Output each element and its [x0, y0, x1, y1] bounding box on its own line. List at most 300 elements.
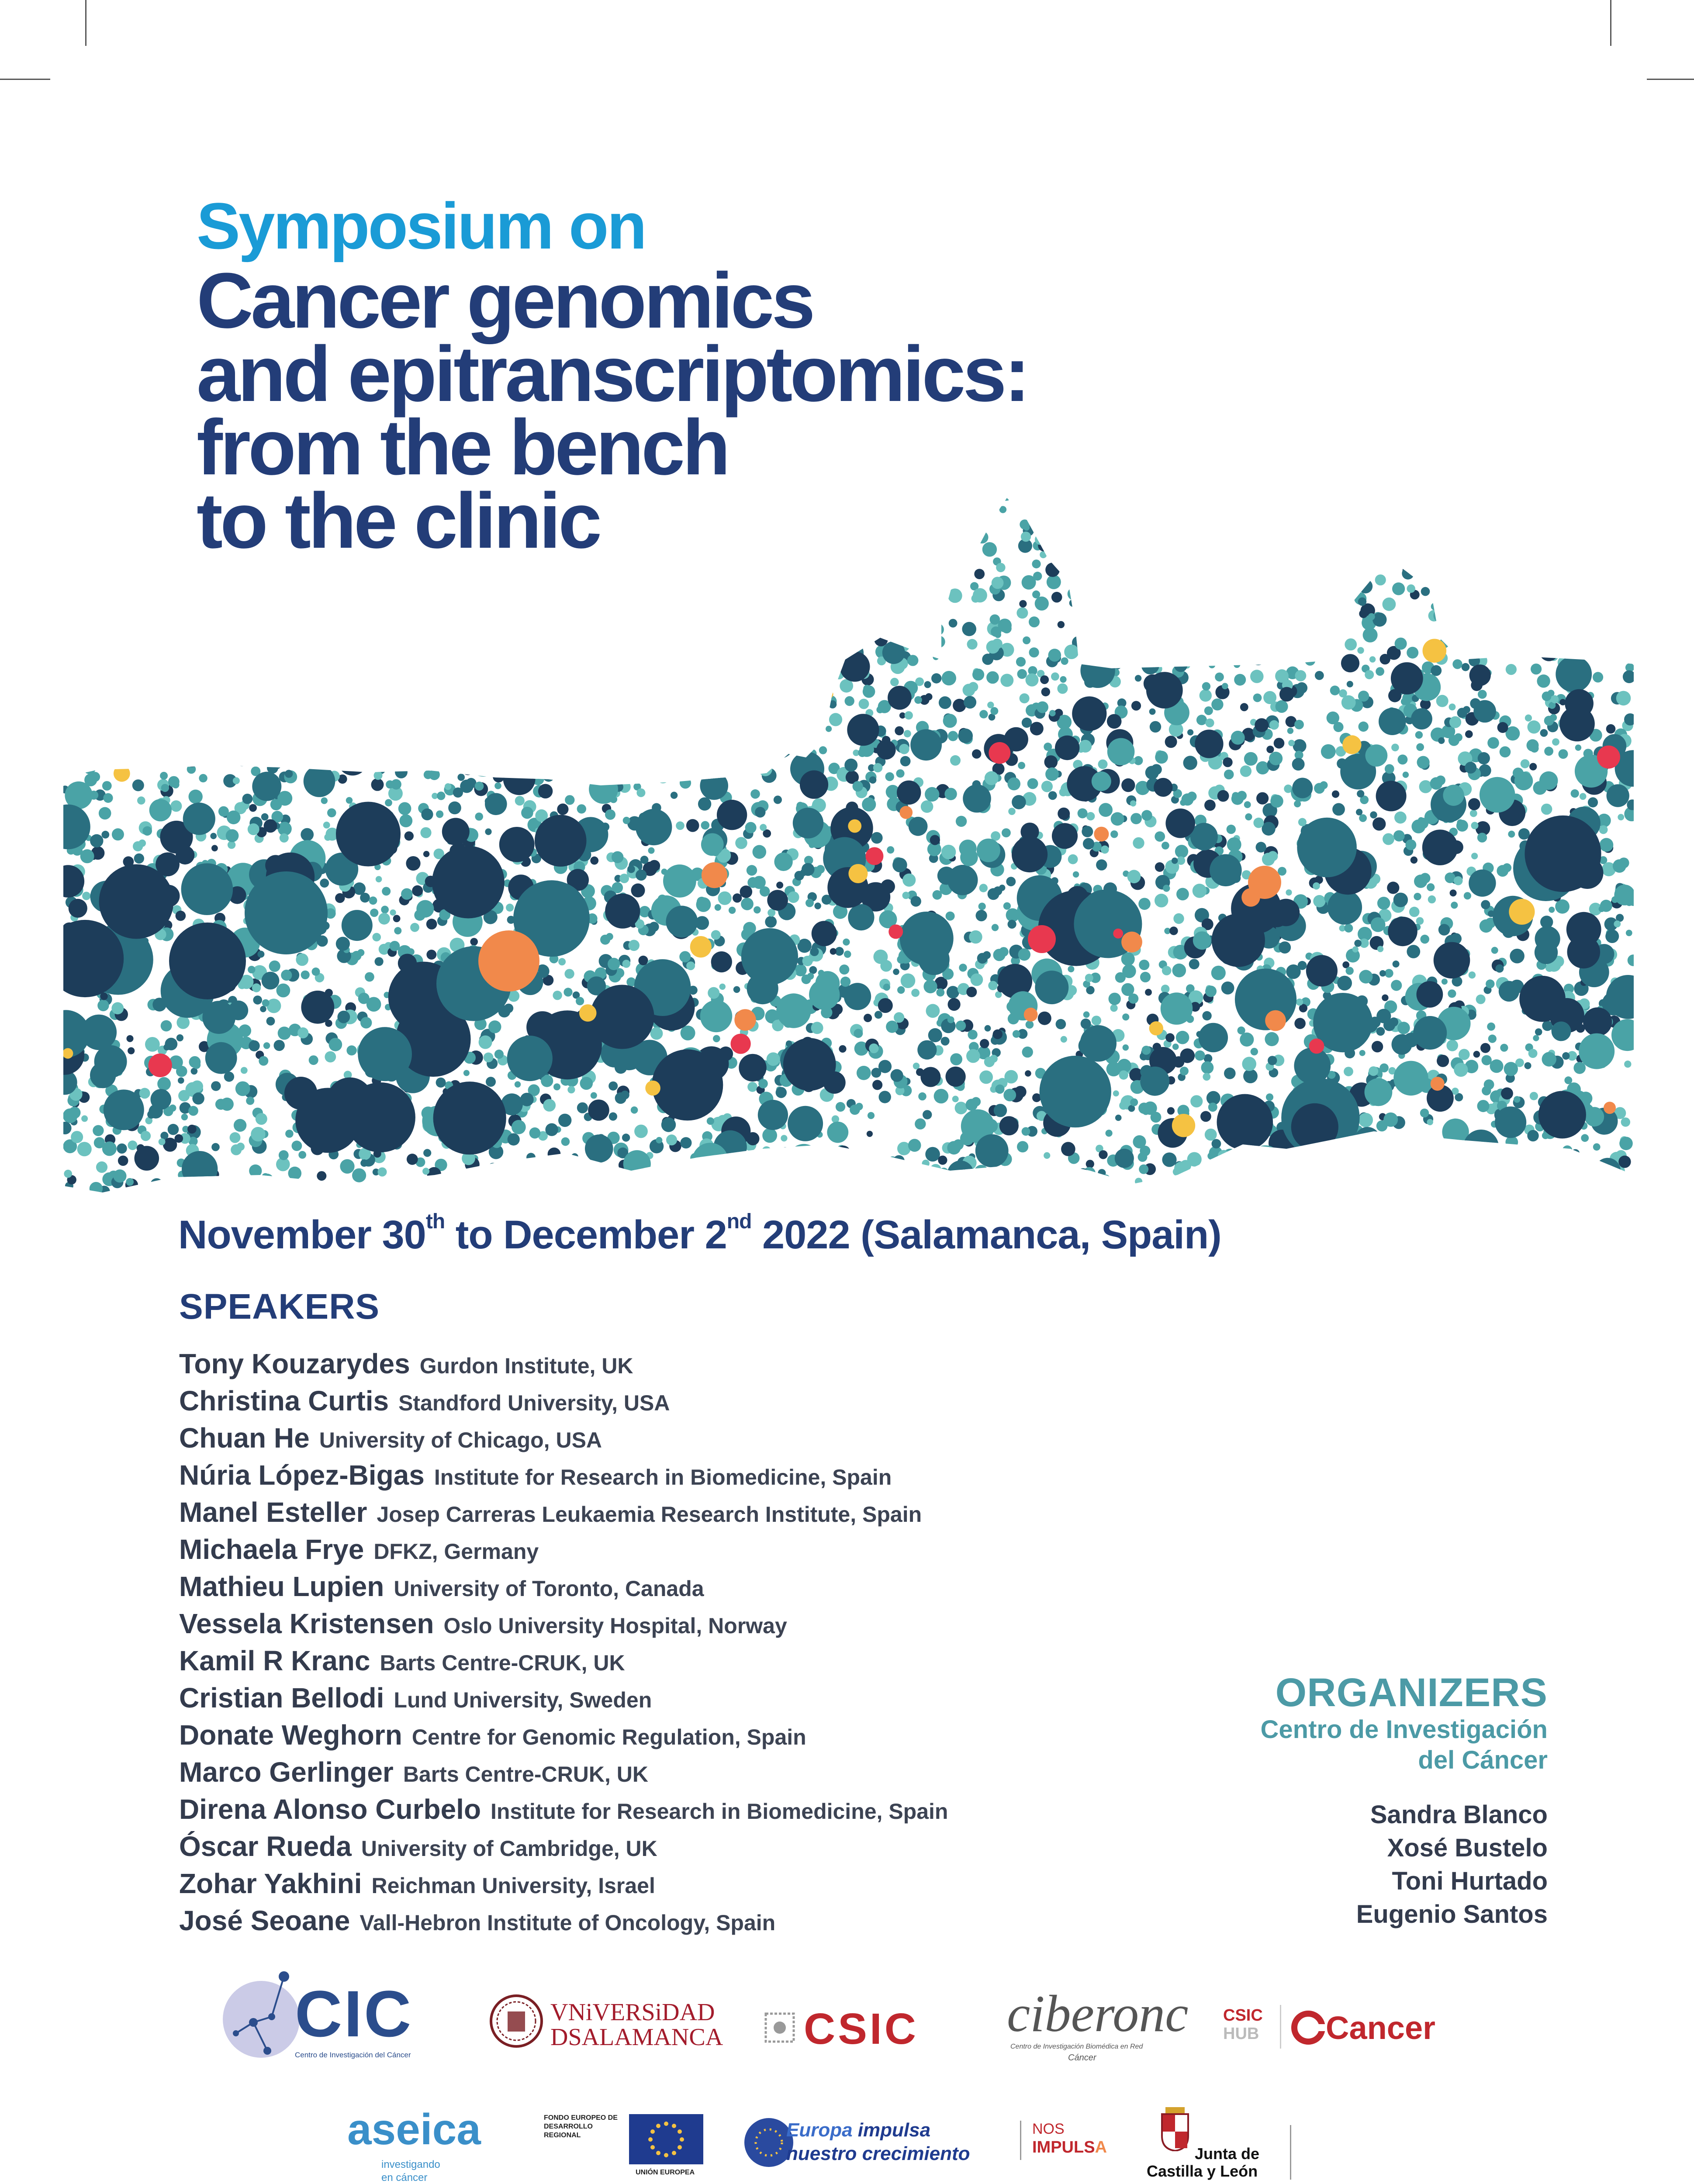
skyline-dot	[1493, 531, 1507, 546]
skyline-dot	[390, 643, 398, 652]
speaker-name: Chuan He	[179, 1422, 310, 1454]
skyline-dot	[1491, 947, 1498, 954]
skyline-dot	[1029, 1181, 1039, 1191]
skyline-dot	[262, 590, 276, 604]
skyline-dot	[1041, 1190, 1051, 1200]
skyline-dot	[882, 563, 895, 576]
skyline-dot	[203, 543, 209, 550]
skyline-dot	[515, 796, 525, 805]
skyline-dot	[639, 639, 653, 653]
speaker-item	[179, 1420, 948, 1457]
skyline-dot	[1449, 1157, 1463, 1171]
skyline-dot	[1240, 703, 1248, 712]
skyline-dot	[922, 1160, 930, 1167]
skyline-dot	[738, 501, 745, 508]
skyline-dot	[1288, 740, 1295, 746]
skyline-dot	[145, 615, 156, 626]
skyline-dot	[90, 834, 103, 847]
skyline-dot	[665, 682, 678, 695]
skyline-dot	[975, 1134, 1009, 1168]
skyline-dot	[1543, 561, 1557, 575]
skyline-dot	[755, 807, 765, 817]
skyline-dot	[1211, 698, 1223, 710]
skyline-dot	[538, 1181, 546, 1189]
ciberonc-subtitle: Centro de Investigación Biomédica en Red	[1010, 2043, 1143, 2050]
skyline-dot	[650, 1027, 663, 1040]
skyline-dot	[136, 499, 148, 510]
skyline-dot	[686, 819, 699, 832]
skyline-dot	[1044, 743, 1052, 751]
skyline-dot	[1133, 1135, 1146, 1148]
cic-logo-subtitle: Centro de Investigación del Cáncer	[295, 2051, 411, 2059]
skyline-dot	[1436, 695, 1449, 707]
skyline-dot	[1196, 715, 1207, 725]
skyline-dot	[1452, 567, 1464, 579]
skyline-dot	[1308, 1182, 1314, 1188]
skyline-dot	[279, 1150, 289, 1160]
skyline-dot	[126, 644, 134, 652]
skyline-dot	[593, 564, 605, 577]
skyline-dot	[317, 650, 332, 665]
skyline-dot	[71, 1131, 83, 1143]
skyline-dot	[1288, 504, 1296, 512]
skyline-dot	[952, 531, 959, 539]
skyline-dot	[1127, 870, 1141, 883]
skyline-dot	[215, 1099, 226, 1110]
skyline-dot	[738, 607, 753, 622]
skyline-dot	[1563, 1145, 1573, 1155]
skyline-dot	[837, 518, 843, 525]
skyline-dot	[1372, 1041, 1383, 1052]
skyline-dot	[1081, 890, 1126, 935]
skyline-dot	[111, 1194, 117, 1200]
skyline-dot	[251, 1176, 259, 1184]
skyline-dot	[1361, 540, 1367, 546]
skyline-dot	[1302, 587, 1308, 593]
skyline-dot	[107, 651, 142, 685]
skyline-dot	[1265, 1032, 1279, 1046]
skyline-dot	[629, 654, 639, 663]
skyline-dot	[512, 1120, 526, 1134]
skyline-dot	[522, 1197, 529, 1202]
skyline-dot	[252, 729, 264, 740]
skyline-dot	[63, 519, 71, 529]
skyline-dot	[69, 1107, 80, 1119]
skyline-dot	[128, 1140, 137, 1150]
skyline-dot	[1377, 1133, 1389, 1144]
skyline-dot	[1269, 752, 1283, 765]
skyline-dot	[688, 657, 701, 670]
skyline-dot	[529, 562, 536, 569]
skyline-dot	[505, 575, 517, 587]
skyline-dot	[1468, 798, 1480, 810]
skyline-dot	[1037, 702, 1048, 713]
skyline-dot	[638, 956, 648, 965]
skyline-dot	[1532, 502, 1543, 513]
skyline-dot	[646, 618, 653, 625]
skyline-dot	[692, 643, 702, 653]
skyline-dot	[1522, 1194, 1535, 1202]
skyline-dot	[1003, 902, 1011, 910]
skyline-dot	[916, 516, 925, 525]
speaker-item	[179, 1494, 948, 1531]
skyline-dot	[750, 789, 760, 799]
skyline-dot	[702, 659, 711, 668]
skyline-dot	[360, 1017, 372, 1028]
skyline-dot	[1306, 955, 1338, 986]
skyline-dot	[189, 634, 197, 642]
skyline-dot	[1451, 523, 1459, 531]
skyline-dot	[151, 644, 159, 652]
skyline-dot	[1109, 993, 1121, 1005]
skyline-dot	[327, 809, 336, 818]
skyline-dot	[608, 645, 630, 667]
skyline-dot	[346, 1189, 357, 1199]
skyline-dot	[1327, 538, 1339, 550]
skyline-dot	[808, 544, 818, 554]
skyline-dot	[250, 1177, 263, 1189]
skyline-dot	[282, 1187, 293, 1197]
skyline-dot	[1487, 737, 1499, 749]
skyline-dot	[1231, 731, 1245, 745]
skyline-dot	[592, 695, 600, 703]
skyline-dot	[351, 684, 363, 697]
skyline-dot	[1040, 1056, 1111, 1127]
skyline-dot	[1038, 1185, 1047, 1194]
skyline-dot	[64, 525, 75, 536]
skyline-dot	[729, 907, 736, 914]
skyline-dot	[519, 577, 527, 585]
skyline-dot	[84, 538, 99, 552]
skyline-dot	[1130, 1099, 1138, 1106]
skyline-dot	[1434, 942, 1470, 979]
skyline-dot	[1138, 1152, 1148, 1162]
skyline-dot	[183, 802, 215, 835]
skyline-dot	[953, 1139, 964, 1150]
skyline-dot	[1552, 1022, 1571, 1041]
skyline-dot	[259, 1056, 268, 1066]
skyline-dot	[1101, 653, 1115, 667]
skyline-dot	[64, 698, 75, 710]
skyline-dot	[1138, 1102, 1150, 1114]
skyline-dot	[1007, 778, 1020, 791]
skyline-dot	[1323, 582, 1333, 592]
skyline-dot	[534, 766, 547, 779]
skyline-dot	[1106, 1130, 1113, 1137]
skyline-dot	[453, 788, 463, 798]
skyline-dot	[491, 716, 503, 728]
skyline-dot	[910, 729, 942, 760]
skyline-dot	[181, 863, 233, 915]
skyline-dot	[758, 1079, 768, 1089]
skyline-dot	[146, 689, 156, 699]
skyline-dot	[421, 740, 448, 766]
skyline-dot	[526, 650, 535, 658]
skyline-dot	[1594, 1186, 1601, 1193]
skyline-dot	[1081, 609, 1093, 621]
skyline-dot	[149, 1054, 172, 1077]
crop-mark	[1610, 0, 1611, 46]
skyline-dot	[301, 971, 310, 979]
skyline-dot	[1457, 708, 1467, 718]
skyline-dot	[324, 629, 332, 637]
skyline-dot	[1008, 808, 1016, 815]
skyline-dot	[378, 553, 385, 559]
skyline-dot	[170, 645, 180, 656]
skyline-dot	[760, 886, 770, 897]
skyline-dot	[1245, 813, 1252, 820]
skyline-dot	[1125, 517, 1137, 529]
skyline-dot	[596, 650, 602, 656]
skyline-dot	[675, 667, 683, 674]
skyline-dot	[1443, 581, 1451, 589]
skyline-dot	[436, 1078, 446, 1088]
skyline-dot	[1500, 634, 1510, 644]
skyline-dot	[919, 540, 928, 549]
skyline-dot	[150, 1178, 163, 1191]
skyline-dot	[230, 1132, 241, 1143]
skyline-dot	[917, 1040, 937, 1060]
skyline-dot	[412, 885, 423, 896]
skyline-dot	[475, 1173, 488, 1186]
skyline-dot	[721, 599, 734, 612]
skyline-dot	[1195, 1051, 1205, 1061]
skyline-dot	[128, 619, 138, 629]
skyline-dot	[704, 560, 716, 572]
skyline-dot	[1251, 651, 1265, 665]
skyline-dot	[624, 513, 636, 525]
skyline-dot	[1577, 595, 1588, 607]
skyline-dot	[362, 1184, 375, 1197]
speaker-name: Marco Gerlinger	[179, 1756, 394, 1788]
skyline-dot	[1484, 608, 1493, 616]
skyline-dot	[911, 580, 926, 594]
skyline-dot	[537, 709, 548, 720]
crop-mark	[1647, 79, 1694, 80]
organizers-block	[1261, 1671, 1548, 1931]
skyline-dot	[1489, 606, 1500, 617]
skyline-dot	[1427, 1119, 1433, 1125]
skyline-dot	[493, 504, 502, 513]
skyline-dot	[141, 578, 152, 589]
skyline-dot	[648, 847, 655, 854]
skyline-dot	[554, 1158, 565, 1168]
skyline-dot	[340, 1159, 354, 1174]
skyline-dot	[938, 1156, 947, 1165]
skyline-dot	[478, 930, 539, 992]
skyline-dot	[157, 1077, 171, 1091]
ciberonc-subtitle: Cáncer	[1068, 2053, 1096, 2063]
skyline-dot	[908, 574, 917, 582]
skyline-dot	[1367, 552, 1380, 566]
skyline-dot	[533, 581, 546, 594]
skyline-dot	[230, 684, 258, 712]
skyline-dot	[837, 612, 846, 621]
skyline-dot	[1122, 964, 1136, 978]
skyline-dot	[832, 1159, 844, 1171]
skyline-dot	[251, 1189, 264, 1201]
skyline-dot	[986, 671, 999, 684]
skyline-dot	[1403, 772, 1409, 778]
skyline-dot	[662, 614, 671, 623]
skyline-dot	[1478, 752, 1490, 764]
skyline-dot	[365, 972, 374, 982]
feder-eu-logo	[544, 2114, 710, 2180]
skyline-dot	[1298, 1197, 1305, 1202]
skyline-dot	[1092, 587, 1105, 600]
skyline-dot	[1094, 827, 1109, 842]
skyline-dot	[1415, 731, 1423, 739]
skyline-dot	[1283, 648, 1289, 655]
skyline-dot	[156, 643, 166, 653]
skyline-dot	[205, 754, 217, 766]
skyline-dot	[1129, 553, 1137, 560]
skyline-dot	[416, 900, 434, 918]
skyline-dot	[834, 587, 843, 596]
skyline-dot	[577, 1102, 588, 1113]
skyline-dot	[131, 674, 145, 688]
skyline-dot	[1549, 907, 1555, 913]
skyline-dot	[522, 633, 534, 645]
skyline-dot	[1407, 647, 1418, 659]
skyline-dot	[529, 767, 536, 773]
skyline-dot	[753, 845, 767, 859]
skyline-dot	[574, 718, 585, 729]
skyline-dot	[100, 614, 109, 622]
skyline-dot	[101, 688, 113, 700]
skyline-dot	[964, 696, 976, 708]
skyline-dot	[1068, 854, 1078, 864]
skyline-dot	[1099, 598, 1109, 607]
divider	[1280, 2005, 1281, 2049]
skyline-dot	[76, 645, 83, 653]
skyline-dot	[911, 989, 920, 997]
skyline-dot	[1593, 610, 1600, 617]
skyline-dot	[199, 774, 207, 782]
skyline-dot	[992, 577, 1004, 589]
skyline-dot	[657, 597, 670, 610]
skyline-dot	[415, 593, 425, 603]
skyline-dot	[193, 1061, 201, 1069]
skyline-dot	[1012, 836, 1048, 872]
skyline-dot	[1154, 1179, 1165, 1189]
skyline-dot	[410, 923, 419, 932]
skyline-dot	[263, 745, 273, 755]
skyline-dot	[1016, 657, 1026, 667]
skyline-dot	[375, 578, 384, 588]
skyline-dot	[1488, 1035, 1497, 1043]
skyline-dot	[1417, 756, 1430, 769]
skyline-dot	[125, 552, 135, 562]
skyline-dot	[872, 1080, 882, 1090]
skyline-dot	[273, 649, 280, 656]
skyline-dot	[342, 668, 350, 677]
skyline-dot	[759, 558, 773, 572]
skyline-dot	[263, 1042, 270, 1049]
skyline-dot	[1168, 567, 1182, 581]
speaker-name: Óscar Rueda	[179, 1831, 352, 1862]
skyline-dot	[388, 600, 397, 609]
skyline-dot	[145, 1037, 160, 1052]
skyline-dot	[816, 865, 825, 874]
skyline-dot	[919, 633, 930, 644]
skyline-dot	[1257, 506, 1268, 517]
skyline-dot	[683, 689, 693, 699]
skyline-dot	[1234, 661, 1240, 668]
skyline-dot	[1465, 730, 1473, 738]
skyline-dot	[1516, 568, 1528, 581]
skyline-dot	[824, 690, 833, 698]
skyline-dot	[923, 980, 937, 993]
skyline-dot	[1505, 509, 1515, 519]
skyline-dot	[1445, 494, 1456, 505]
skyline-dot	[781, 614, 793, 625]
skyline-dot	[984, 1057, 995, 1067]
skyline-dot	[880, 960, 892, 972]
skyline-dot	[1361, 1155, 1369, 1164]
event-dates	[178, 1212, 1221, 1258]
skyline-dot	[317, 681, 331, 695]
skyline-dot	[318, 488, 333, 503]
skyline-dot	[659, 764, 667, 772]
skyline-dot	[94, 728, 107, 740]
skyline-dot	[966, 987, 977, 997]
skyline-dot	[1309, 1144, 1322, 1158]
skyline-dot	[1540, 643, 1559, 661]
skyline-dot	[1248, 1148, 1258, 1157]
skyline-dot	[917, 1174, 928, 1184]
skyline-dot	[760, 1184, 772, 1196]
skyline-dot	[642, 676, 657, 690]
skyline-dot	[97, 671, 108, 682]
skyline-dot	[342, 681, 356, 695]
skyline-dot	[281, 970, 292, 981]
skyline-dot	[67, 592, 78, 603]
skyline-dot	[910, 505, 921, 517]
skyline-dot	[864, 1014, 872, 1022]
skyline-dot	[1130, 813, 1142, 824]
skyline-dot	[1294, 1153, 1319, 1178]
skyline-dot	[413, 519, 425, 531]
skyline-dot	[393, 915, 401, 923]
skyline-dot	[1169, 926, 1178, 935]
skyline-dot	[321, 797, 328, 804]
skyline-dot	[528, 693, 536, 701]
skyline-dot	[1442, 1119, 1469, 1145]
skyline-dot	[1522, 504, 1528, 511]
skyline-dot	[999, 1116, 1019, 1135]
skyline-dot	[1182, 793, 1194, 805]
skyline-dot	[295, 1088, 360, 1153]
skyline-dot	[317, 1171, 326, 1181]
skyline-dot	[1295, 670, 1307, 681]
skyline-dot	[185, 536, 194, 545]
skyline-dot	[711, 1166, 723, 1179]
skyline-dot	[190, 677, 197, 684]
skyline-dot	[1505, 602, 1518, 615]
skyline-dot	[147, 496, 158, 507]
skyline-dot	[1180, 1160, 1191, 1171]
skyline-dot	[655, 746, 663, 753]
skyline-dot	[714, 718, 720, 725]
skyline-dot	[1219, 1193, 1230, 1201]
skyline-dot	[1512, 532, 1525, 545]
skyline-dot	[557, 741, 566, 750]
skyline-dot	[1307, 599, 1321, 612]
skyline-dot	[1355, 1127, 1380, 1152]
skyline-dot	[95, 740, 108, 753]
skyline-dot	[248, 556, 257, 566]
